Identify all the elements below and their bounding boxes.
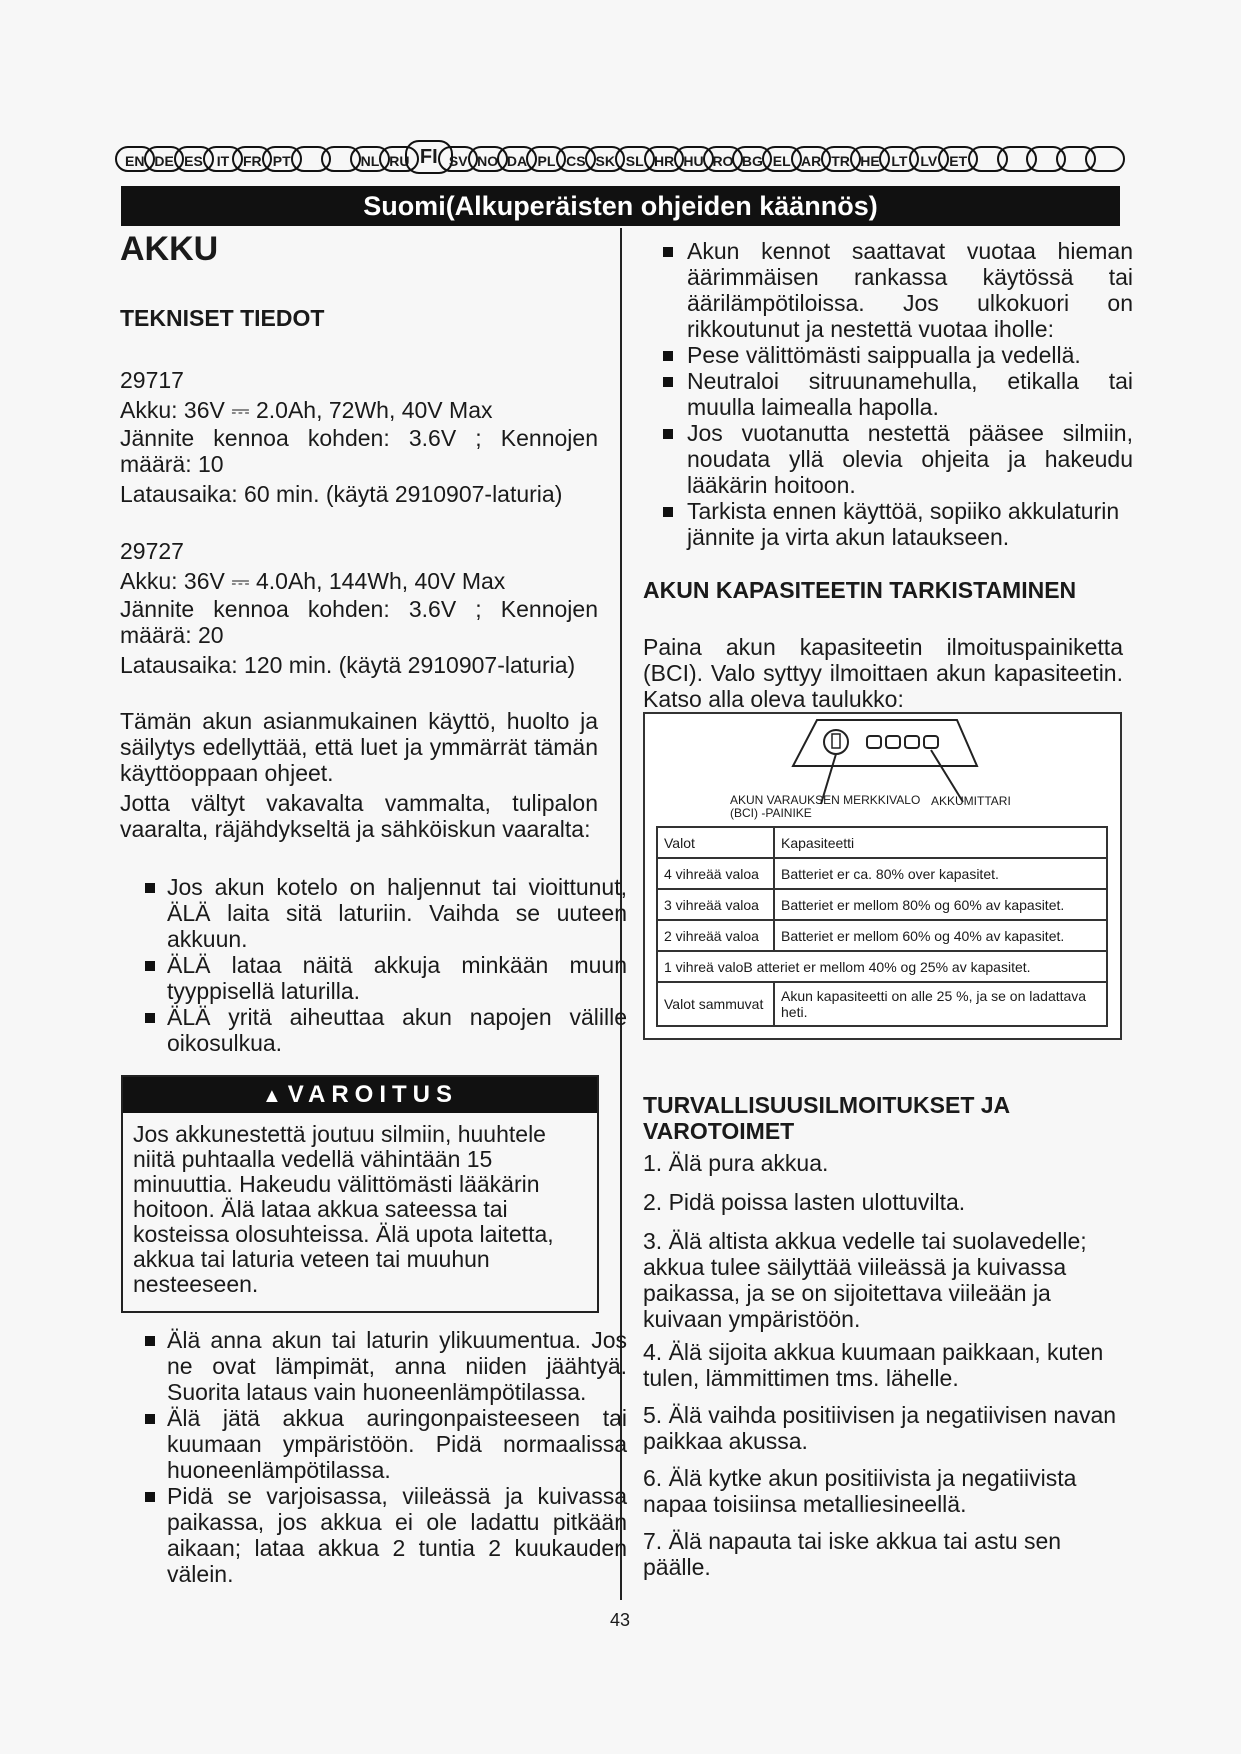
language-tab[interactable]: RU: [379, 146, 419, 172]
table-row: [657, 858, 1107, 889]
list-item: Älä jätä akkua auringonpaisteeseen tai kuumaan ympäristöön. Pidä normaalissa huoneenlämpötilassa.: [145, 1405, 627, 1483]
model-battery: Akku: 36V ⎓ 2.0Ah, 72Wh, 40V Max: [120, 397, 493, 423]
warning-box: [121, 1075, 599, 1313]
list-item: Tarkista ennen käyttöä, sopiiko akkulaturin jännite ja virta akun lataukseen.: [663, 498, 1133, 550]
language-tab[interactable]: CS: [556, 146, 596, 172]
capacity-paragraph: Paina akun kapasiteetin ilmoituspainiketta (BCI). Valo syttyy ilmoittaen akun kapasiteetin. Katso alla oleva taulukko:: [643, 634, 1123, 712]
language-tab[interactable]: ES: [174, 146, 214, 172]
model-voltage: Jännite kennoa kohden: 3.6V ; Kennojen määrä: 10: [120, 425, 598, 477]
table-header-cell: Valot: [657, 827, 774, 858]
language-tabs: [120, 146, 1120, 176]
bci-label: AKUN VARAUKSEN MERKKIVALO (BCI) -PAINIKE: [730, 793, 921, 820]
language-tab[interactable]: PT: [262, 146, 302, 172]
list-item: 1. Älä pura akkua.: [643, 1150, 829, 1176]
language-tab[interactable]: BG: [732, 146, 772, 172]
intro-paragraph: Tämän akun asianmukainen käyttö, huolto ja säilytys edellyttää, että luet ja ymmärrät tämän käyttöoppaan ohjeet.: [120, 708, 598, 786]
warning-triangle-icon: ▲: [261, 1085, 282, 1107]
list-item: Pese välittömästi saippualla ja vedellä.: [663, 342, 1133, 368]
capacity-heading: AKUN KAPASITEETIN TARKISTAMINEN: [643, 577, 1077, 603]
language-tab[interactable]: ET: [938, 146, 978, 172]
list-item: 3. Älä altista akkua vedelle tai suolavedelle; akkua tulee säilyttää viileässä ja kuivassa paikassa, ja se on sijoitettava viileään ja kuivaan ympäristöön.: [643, 1228, 1087, 1332]
table-cell: 2 vihreää valoa: [657, 920, 774, 951]
warning-title: VAROITUS: [287, 1081, 459, 1108]
language-tab[interactable]: RO: [703, 146, 743, 172]
language-tab[interactable]: DE: [144, 146, 184, 172]
model-number: 29727: [120, 538, 184, 564]
language-tab[interactable]: HR: [644, 146, 684, 172]
model-number: 29717: [120, 367, 184, 393]
led-icon: [924, 736, 938, 748]
language-tab[interactable]: [1085, 146, 1125, 172]
table-cell: Akun kapasiteetti on alle 25 %, ja se on ladattava heti.: [774, 982, 1107, 1026]
model-charge-time: Latausaika: 60 min. (käytä 2910907-laturia): [120, 481, 563, 507]
gauge-label: AKKUMITTARI: [931, 794, 1011, 808]
table-cell: 3 vihreää valoa: [657, 889, 774, 920]
capacity-table: [656, 826, 1108, 1027]
language-tab[interactable]: FR: [232, 146, 272, 172]
list-item: 4. Älä sijoita akkua kuumaan paikkaan, kuten tulen, lämmittimen tms. lähelle.: [643, 1339, 1104, 1391]
table-header-row: [657, 827, 1107, 858]
language-tab[interactable]: FI: [405, 140, 453, 174]
model-charge-time: Latausaika: 120 min. (käytä 2910907-laturia): [120, 652, 576, 678]
table-cell: 4 vihreää valoa: [657, 858, 774, 889]
table-cell: Batteriet er ca. 80% over kapasitet.: [774, 858, 1107, 889]
language-tab[interactable]: IT: [203, 146, 243, 172]
list-item: Akun kennot saattavat vuotaa hieman äärimmäisen rankassa käytössä tai äärilämpötiloissa. Jos ulkokuori on rikkoutunut ja nestettä vuotaa iholle:: [663, 238, 1133, 342]
list-item: 6. Älä kytke akun positiivista ja negatiivista napaa toisiinsa metalliesineellä.: [643, 1465, 1077, 1517]
list-item: Jos akun kotelo on haljennut tai vioittunut, ÄLÄ laita sitä laturiin. Vaihda se uuteen akkuun.: [145, 874, 627, 952]
language-tab[interactable]: LT: [879, 146, 919, 172]
table-cell: Batteriet er mellom 60% og 40% av kapasitet.: [774, 920, 1107, 951]
table-row: [657, 982, 1107, 1026]
warning-header: [123, 1077, 597, 1113]
language-tab[interactable]: HE: [850, 146, 890, 172]
safety-heading: TURVALLISUUSILMOITUKSET JA VAROTOIMET: [643, 1092, 1010, 1144]
language-tab[interactable]: SK: [585, 146, 625, 172]
language-tab[interactable]: PL: [526, 146, 566, 172]
table-row: [657, 951, 1107, 982]
list-item: 7. Älä napauta tai iske akkua tai astu sen päälle.: [643, 1528, 1062, 1580]
language-tab[interactable]: LV: [909, 146, 949, 172]
language-tab[interactable]: EL: [762, 146, 802, 172]
language-tab[interactable]: HU: [674, 146, 714, 172]
led-icon: [867, 736, 881, 748]
table-header-cell: Kapasiteetti: [774, 827, 1107, 858]
page-number: 43: [609, 1610, 631, 1630]
language-tab[interactable]: EN: [115, 146, 155, 172]
list-item: Pidä se varjoisassa, viileässä ja kuivassa paikassa, jos akkua ei ole ladattu pitkään aikaan; lataa akkua 2 tuntia 2 kuukauden välein.: [145, 1483, 627, 1587]
avoid-paragraph: Jotta vältyt vakavalta vammalta, tulipalon vaaralta, räjähdykseltä ja sähköiskun vaaralta:: [120, 790, 598, 842]
language-tab[interactable]: SL: [615, 146, 655, 172]
list-item: ÄLÄ lataa näitä akkuja minkään muun tyyppisellä laturilla.: [145, 952, 627, 1004]
list-item: 2. Pidä poissa lasten ulottuvilta.: [643, 1189, 966, 1215]
list-item: 5. Älä vaihda positiivisen ja negatiivisen navan paikkaa akussa.: [643, 1402, 1117, 1454]
led-icon: [905, 736, 919, 748]
language-tab[interactable]: NO: [468, 146, 508, 172]
list-item: ÄLÄ yritä aiheuttaa akun napojen välille oikosulkua.: [145, 1004, 627, 1056]
language-tab[interactable]: TR: [821, 146, 861, 172]
capacity-figure: [643, 712, 1122, 1040]
language-tab[interactable]: NL: [350, 146, 390, 172]
table-row: [657, 889, 1107, 920]
specs-heading: TEKNISET TIEDOT: [120, 305, 325, 331]
table-cell: Valot sammuvat: [657, 982, 774, 1026]
warning-text: Jos akkunestettä joutuu silmiin, huuhtele niitä puhtaalla vedellä vähintään 15 minuuttia. Hakeudu välittömästi lääkärin hoitoon. Älä lataa akkua sateessa tai kosteissa olosuhteissa. Älä upota laitetta, akkua tai laturia veteen tai muuhun nesteeseen.: [133, 1121, 554, 1297]
table-cell: 1 vihreä valoB atteriet er mellom 40% og 25% av kapasitet.: [657, 951, 1107, 982]
model-voltage: Jännite kennoa kohden: 3.6V ; Kennojen määrä: 20: [120, 596, 598, 648]
table-cell: Batteriet er mellom 80% og 60% av kapasitet.: [774, 889, 1107, 920]
language-tab[interactable]: AR: [791, 146, 831, 172]
model-battery: Akku: 36V ⎓ 4.0Ah, 144Wh, 40V Max: [120, 568, 506, 594]
led-icon: [886, 736, 900, 748]
language-tab[interactable]: DA: [497, 146, 537, 172]
language-tab[interactable]: SV: [438, 146, 478, 172]
language-banner: Suomi(Alkuperäisten ohjeiden käännös): [121, 186, 1120, 226]
list-item: Älä anna akun tai laturin ylikuumentua. Jos ne ovat lämpimät, anna niiden jäähtyä. Suorita lataus vain huoneenlämpötilassa.: [145, 1327, 627, 1405]
table-row: [657, 920, 1107, 951]
page-title: AKKU: [120, 230, 219, 268]
list-item: Jos vuotanutta nestettä pääsee silmiin, noudata yllä olevia ohjeita ja hakeudu lääkärin hoitoon.: [663, 420, 1133, 498]
list-item: Neutraloi sitruunamehulla, etikalla tai muulla laimealla hapolla.: [663, 368, 1133, 420]
